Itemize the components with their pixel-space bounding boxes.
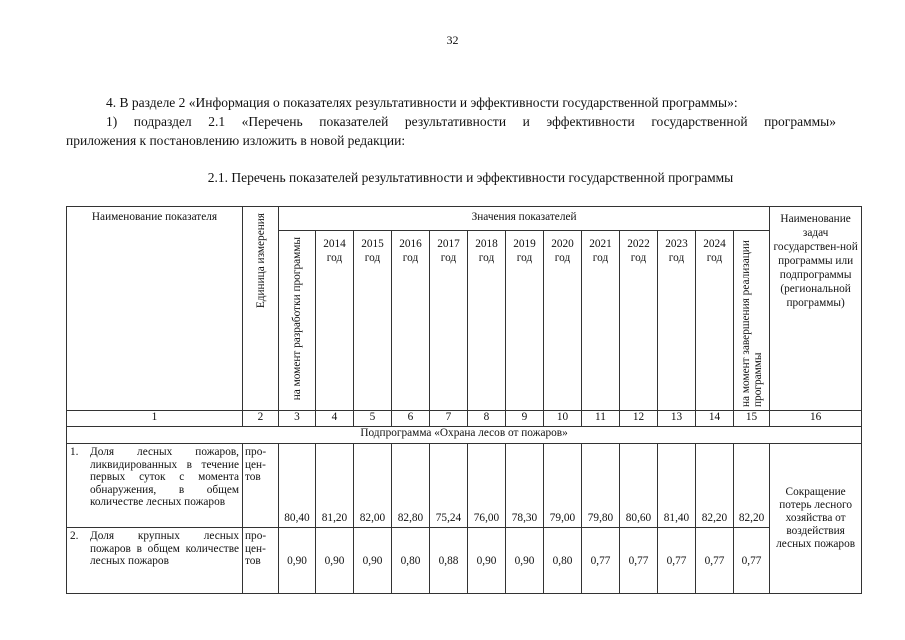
header-year: 2018 год bbox=[468, 231, 506, 411]
column-number: 16 bbox=[770, 411, 862, 427]
column-number: 6 bbox=[392, 411, 430, 427]
column-number: 2 bbox=[243, 411, 279, 427]
intro-paragraph-2 bbox=[66, 112, 836, 150]
value-cell: 79,80 bbox=[582, 444, 620, 528]
indicator-name bbox=[67, 528, 243, 594]
value-cell: 0,77 bbox=[582, 528, 620, 594]
value-cell: 0,90 bbox=[506, 528, 544, 594]
column-number: 15 bbox=[734, 411, 770, 427]
intro-paragraph-2-line-1: 1) подраздел 2.1 «Перечень показателей результативности и эффективности государственной программы» bbox=[106, 114, 836, 129]
value-cell: 0,77 bbox=[620, 528, 658, 594]
value-cell: 82,80 bbox=[392, 444, 430, 528]
task-name: Сокращение потерь лесного хозяйства от воздействия лесных пожаров bbox=[770, 444, 862, 594]
header-indicator-name: Наименование показателя bbox=[67, 207, 243, 411]
indicators-table bbox=[66, 206, 862, 594]
header-tasks: Наименование задач государствен-ной программы или подпрограммы (региональной программы) bbox=[770, 207, 862, 411]
indicator-number: 2. bbox=[70, 530, 79, 542]
value-cell: 78,30 bbox=[506, 444, 544, 528]
header-year: 2024 год bbox=[696, 231, 734, 411]
column-numbers-row bbox=[67, 411, 862, 427]
column-number: 8 bbox=[468, 411, 506, 427]
value-cell: 0,77 bbox=[658, 528, 696, 594]
column-number: 7 bbox=[430, 411, 468, 427]
intro-paragraph-1: 4. В разделе 2 «Информация о показателях результативности и эффективности государственной программы»: bbox=[106, 95, 738, 110]
column-number: 1 bbox=[67, 411, 243, 427]
value-cell: 76,00 bbox=[468, 444, 506, 528]
section-title: 2.1. Перечень показателей результативности и эффективности государственной программы bbox=[207, 170, 734, 185]
value-cell: 82,20 bbox=[734, 444, 770, 528]
indicator-text: Доля крупных лесных пожаров в общем количестве лесных пожаров bbox=[90, 530, 239, 567]
value-cell: 81,20 bbox=[316, 444, 354, 528]
column-number: 9 bbox=[506, 411, 544, 427]
value-cell: 0,77 bbox=[696, 528, 734, 594]
value-cell: 0,90 bbox=[279, 528, 316, 594]
header-year: 2020 год bbox=[544, 231, 582, 411]
header-year: 2019 год bbox=[506, 231, 544, 411]
header-year: 2014 год bbox=[316, 231, 354, 411]
indicator-number: 1. bbox=[70, 446, 79, 458]
column-number: 4 bbox=[316, 411, 354, 427]
value-cell: 0,90 bbox=[468, 528, 506, 594]
value-cell: 82,00 bbox=[354, 444, 392, 528]
header-unit: Единица измерения bbox=[243, 207, 279, 411]
intro-paragraph-2-line-2: приложения к постановлению изложить в новой редакции: bbox=[66, 133, 406, 148]
value-cell: 0,80 bbox=[392, 528, 430, 594]
value-cell: 0,88 bbox=[430, 528, 468, 594]
column-number: 10 bbox=[544, 411, 582, 427]
indicator-unit: про- цен- тов bbox=[243, 528, 279, 594]
value-cell: 80,60 bbox=[620, 444, 658, 528]
column-number: 12 bbox=[620, 411, 658, 427]
indicator-unit: про- цен- тов bbox=[243, 444, 279, 528]
value-cell: 82,20 bbox=[696, 444, 734, 528]
value-cell: 79,00 bbox=[544, 444, 582, 528]
page-number: 32 bbox=[446, 33, 459, 47]
value-cell: 0,90 bbox=[354, 528, 392, 594]
subprogram-title: Подпрограмма «Охрана лесов от пожаров» bbox=[67, 427, 862, 444]
header-at-development: на момент разработки программы bbox=[279, 231, 316, 411]
header-at-completion: на момент завершения реализации программы bbox=[734, 231, 770, 411]
column-number: 13 bbox=[658, 411, 696, 427]
header-year: 2015 год bbox=[354, 231, 392, 411]
header-year: 2016 год bbox=[392, 231, 430, 411]
value-cell: 75,24 bbox=[430, 444, 468, 528]
indicator-name bbox=[67, 444, 243, 528]
column-number: 3 bbox=[279, 411, 316, 427]
header-year: 2022 год bbox=[620, 231, 658, 411]
header-year: 2017 год bbox=[430, 231, 468, 411]
column-number: 5 bbox=[354, 411, 392, 427]
header-year: 2023 год bbox=[658, 231, 696, 411]
value-cell: 0,90 bbox=[316, 528, 354, 594]
indicator-text: Доля лесных пожаров, ликвидированных в течение первых суток с момента обнаружения, в общем количестве лесных пожаров bbox=[90, 446, 239, 508]
value-cell: 0,77 bbox=[734, 528, 770, 594]
value-cell: 0,80 bbox=[544, 528, 582, 594]
value-cell: 80,40 bbox=[279, 444, 316, 528]
header-year: 2021 год bbox=[582, 231, 620, 411]
column-number: 11 bbox=[582, 411, 620, 427]
column-number: 14 bbox=[696, 411, 734, 427]
table-row bbox=[67, 444, 862, 528]
table-row bbox=[67, 528, 862, 594]
header-values: Значения показателей bbox=[279, 207, 770, 231]
value-cell: 81,40 bbox=[658, 444, 696, 528]
